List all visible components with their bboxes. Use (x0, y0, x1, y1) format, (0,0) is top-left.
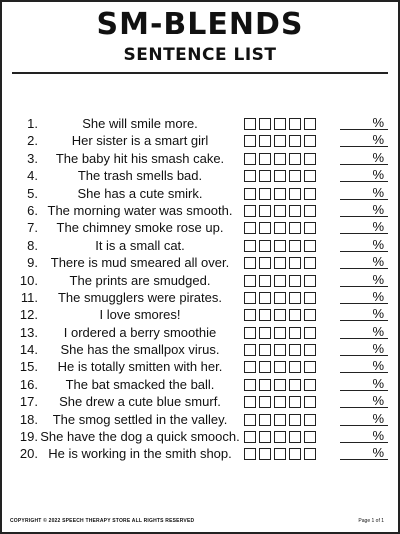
sentence-text: I ordered a berry smoothie (63, 324, 217, 340)
percent-score-field[interactable]: % (340, 115, 388, 130)
sentence-row (10, 237, 394, 254)
percent-score-field[interactable]: % (340, 237, 388, 252)
trial-checkbox[interactable] (274, 414, 286, 426)
trial-checkbox[interactable] (244, 188, 256, 200)
trial-checkbox[interactable] (304, 188, 316, 200)
trial-checkbox[interactable] (259, 205, 271, 217)
trial-checkbox[interactable] (289, 170, 301, 182)
trial-checkbox[interactable] (304, 275, 316, 287)
percent-score-field[interactable]: % (340, 306, 388, 321)
trial-checkbox[interactable] (289, 135, 301, 147)
trial-checkbox[interactable] (244, 170, 256, 182)
sentence-text: The baby hit his smash cake. (55, 150, 225, 166)
trial-checkbox[interactable] (244, 135, 256, 147)
trial-checkbox[interactable] (244, 257, 256, 269)
trial-checkbox[interactable] (289, 327, 301, 339)
trial-checkbox[interactable] (259, 379, 271, 391)
trial-checkbox[interactable] (259, 153, 271, 165)
trial-checkbox[interactable] (274, 431, 286, 443)
trial-checkbox[interactable] (304, 344, 316, 356)
trial-checkbox[interactable] (304, 396, 316, 408)
sentence-text: It is a small cat. (95, 237, 185, 253)
trial-checkbox[interactable] (244, 309, 256, 321)
trial-checkbox[interactable] (274, 118, 286, 130)
page-subtitle: SENTENCE LIST (123, 45, 277, 65)
trial-checkbox[interactable] (244, 205, 256, 217)
trial-checkbox[interactable] (289, 361, 301, 373)
sentence-number: 13. (19, 324, 38, 340)
trial-checkboxes (244, 240, 316, 252)
sentence-row (10, 254, 394, 271)
sentence-text: The trash smells bad. (77, 168, 203, 184)
trial-checkbox[interactable] (289, 118, 301, 130)
trial-checkbox[interactable] (259, 170, 271, 182)
trial-checkbox[interactable] (274, 135, 286, 147)
trial-checkboxes (244, 222, 316, 234)
trial-checkbox[interactable] (304, 361, 316, 373)
copyright-notice: COPYRIGHT © 2022 SPEECH THERAPY STORE ALL RIGHTS RESERVED (10, 518, 195, 524)
percent-score-field[interactable]: % (340, 358, 388, 373)
sentence-text: She drew a cute blue smurf. (59, 394, 221, 410)
trial-checkbox[interactable] (274, 396, 286, 408)
header-divider (12, 72, 388, 74)
sentence-list (10, 115, 394, 463)
sentence-row (10, 411, 394, 428)
sentence-number: 20. (19, 446, 38, 462)
trial-checkbox[interactable] (244, 379, 256, 391)
sentence-row (10, 341, 394, 358)
trial-checkbox[interactable] (304, 257, 316, 269)
trial-checkbox[interactable] (289, 257, 301, 269)
sentence-number: 15. (19, 359, 38, 375)
trial-checkbox[interactable] (304, 414, 316, 426)
trial-checkbox[interactable] (289, 222, 301, 234)
trial-checkboxes (244, 309, 316, 321)
trial-checkbox[interactable] (244, 396, 256, 408)
trial-checkbox[interactable] (289, 188, 301, 200)
sentence-text: The morning water was smooth. (47, 202, 233, 218)
trial-checkboxes (244, 170, 316, 182)
sentence-row (10, 393, 394, 410)
sentence-text: She have the dog a quick smooch. (40, 429, 240, 445)
trial-checkbox[interactable] (244, 361, 256, 373)
sentence-text: She has the smallpox virus. (60, 342, 220, 358)
sentence-row (10, 202, 394, 219)
sentence-number: 19. (19, 429, 38, 445)
trial-checkbox[interactable] (289, 205, 301, 217)
trial-checkbox[interactable] (304, 292, 316, 304)
trial-checkbox[interactable] (304, 170, 316, 182)
percent-score-field[interactable]: % (340, 132, 388, 147)
sentence-text: He is totally smitten with her. (57, 359, 223, 375)
trial-checkboxes (244, 153, 316, 165)
percent-score-field[interactable]: % (340, 428, 388, 443)
trial-checkbox[interactable] (244, 240, 256, 252)
sentence-row (10, 150, 394, 167)
trial-checkbox[interactable] (304, 118, 316, 130)
percent-score-field[interactable]: % (340, 150, 388, 165)
sentence-number: 5. (27, 185, 38, 201)
sentence-text: She has a cute smirk. (77, 185, 203, 201)
sentence-row (10, 445, 394, 462)
trial-checkbox[interactable] (274, 257, 286, 269)
trial-checkboxes (244, 448, 316, 460)
trial-checkboxes (244, 361, 316, 373)
trial-checkbox[interactable] (274, 327, 286, 339)
trial-checkbox[interactable] (304, 153, 316, 165)
trial-checkbox[interactable] (304, 431, 316, 443)
trial-checkboxes (244, 292, 316, 304)
trial-checkbox[interactable] (274, 153, 286, 165)
trial-checkbox[interactable] (289, 379, 301, 391)
trial-checkboxes (244, 379, 316, 391)
sentence-number: 2. (27, 133, 38, 149)
percent-score-field[interactable]: % (340, 254, 388, 269)
percent-score-field[interactable]: % (340, 289, 388, 304)
sentence-number: 3. (27, 150, 38, 166)
trial-checkbox[interactable] (274, 448, 286, 460)
percent-score-field[interactable]: % (340, 393, 388, 408)
sentence-number: 12. (19, 307, 38, 323)
percent-score-field[interactable]: % (340, 272, 388, 287)
trial-checkbox[interactable] (259, 344, 271, 356)
trial-checkbox[interactable] (259, 309, 271, 321)
trial-checkbox[interactable] (274, 379, 286, 391)
sentence-row (10, 324, 394, 341)
trial-checkbox[interactable] (274, 240, 286, 252)
sentence-row (10, 289, 394, 306)
sentence-number: 6. (27, 202, 38, 218)
sentence-text: The smog settled in the valley. (52, 411, 228, 427)
percent-score-field[interactable]: % (340, 341, 388, 356)
trial-checkbox[interactable] (244, 275, 256, 287)
trial-checkbox[interactable] (304, 327, 316, 339)
page-title: SM-BLENDS (96, 7, 304, 42)
page-number: Page 1 of 1 (358, 518, 384, 524)
sentence-text: There is mud smeared all over. (50, 255, 230, 271)
sentence-number: 8. (27, 237, 38, 253)
trial-checkboxes (244, 257, 316, 269)
trial-checkbox[interactable] (259, 361, 271, 373)
trial-checkbox[interactable] (259, 327, 271, 339)
trial-checkbox[interactable] (244, 118, 256, 130)
trial-checkbox[interactable] (244, 414, 256, 426)
trial-checkbox[interactable] (289, 431, 301, 443)
sentence-number: 1. (27, 116, 38, 131)
trial-checkbox[interactable] (289, 275, 301, 287)
trial-checkbox[interactable] (244, 431, 256, 443)
trial-checkbox[interactable] (274, 205, 286, 217)
trial-checkbox[interactable] (259, 118, 271, 130)
trial-checkbox[interactable] (274, 292, 286, 304)
trial-checkbox[interactable] (304, 205, 316, 217)
sentence-text: He is working in the smith shop. (48, 446, 232, 462)
trial-checkbox[interactable] (244, 327, 256, 339)
trial-checkboxes (244, 205, 316, 217)
trial-checkboxes (244, 344, 316, 356)
trial-checkbox[interactable] (244, 448, 256, 460)
trial-checkbox[interactable] (259, 135, 271, 147)
trial-checkbox[interactable] (259, 240, 271, 252)
percent-score-field[interactable]: % (340, 167, 388, 182)
trial-checkbox[interactable] (304, 222, 316, 234)
trial-checkbox[interactable] (259, 431, 271, 443)
trial-checkbox[interactable] (274, 275, 286, 287)
trial-checkbox[interactable] (274, 309, 286, 321)
sentence-text: Her sister is a smart girl (71, 133, 209, 149)
trial-checkboxes (244, 327, 316, 339)
trial-checkbox[interactable] (289, 292, 301, 304)
sentence-number: 4. (27, 168, 38, 184)
trial-checkbox[interactable] (274, 170, 286, 182)
trial-checkbox[interactable] (259, 448, 271, 460)
trial-checkbox[interactable] (259, 222, 271, 234)
trial-checkbox[interactable] (289, 448, 301, 460)
trial-checkboxes (244, 118, 316, 130)
sentence-number: 9. (27, 255, 38, 271)
sentence-row (10, 185, 394, 202)
trial-checkbox[interactable] (259, 396, 271, 408)
trial-checkbox[interactable] (274, 222, 286, 234)
trial-checkbox[interactable] (259, 292, 271, 304)
trial-checkbox[interactable] (274, 188, 286, 200)
trial-checkboxes (244, 135, 316, 147)
percent-score-field[interactable]: % (340, 324, 388, 339)
sentence-number: 14. (19, 342, 38, 358)
trial-checkbox[interactable] (304, 379, 316, 391)
sentence-number: 16. (19, 376, 38, 392)
sentence-row (10, 306, 394, 323)
sentence-number: 11. (20, 289, 38, 305)
trial-checkboxes (244, 188, 316, 200)
sentence-text: The chimney smoke rose up. (56, 220, 224, 236)
trial-checkbox[interactable] (244, 222, 256, 234)
trial-checkbox[interactable] (289, 414, 301, 426)
percent-score-field[interactable]: % (340, 411, 388, 426)
trial-checkbox[interactable] (244, 344, 256, 356)
trial-checkboxes (244, 275, 316, 287)
trial-checkbox[interactable] (259, 257, 271, 269)
sentence-text: The bat smacked the ball. (65, 376, 215, 392)
percent-score-field[interactable]: % (340, 376, 388, 391)
sentence-row (10, 167, 394, 184)
trial-checkboxes (244, 431, 316, 443)
trial-checkbox[interactable] (289, 309, 301, 321)
sentence-row (10, 272, 394, 289)
sentence-row (10, 219, 394, 236)
percent-score-field[interactable]: % (340, 445, 388, 460)
sentence-text: The prints are smudged. (69, 272, 211, 288)
sentence-row (10, 358, 394, 375)
trial-checkboxes (244, 396, 316, 408)
sentence-number: 18. (19, 411, 38, 427)
trial-checkbox[interactable] (274, 361, 286, 373)
trial-checkbox[interactable] (304, 240, 316, 252)
percent-score-field[interactable]: % (340, 185, 388, 200)
trial-checkbox[interactable] (304, 309, 316, 321)
trial-checkbox[interactable] (244, 292, 256, 304)
trial-checkboxes (244, 414, 316, 426)
sentence-number: 7. (27, 220, 38, 236)
sentence-number: 17. (19, 394, 38, 410)
trial-checkbox[interactable] (274, 344, 286, 356)
sentence-text: She will smile more. (82, 116, 198, 131)
percent-score-field[interactable]: % (340, 202, 388, 217)
trial-checkbox[interactable] (244, 153, 256, 165)
sentence-row (10, 428, 394, 445)
sentence-row (10, 115, 394, 132)
trial-checkbox[interactable] (289, 396, 301, 408)
trial-checkbox[interactable] (259, 414, 271, 426)
trial-checkbox[interactable] (289, 240, 301, 252)
sentence-text: I love smores! (99, 307, 181, 323)
trial-checkbox[interactable] (289, 153, 301, 165)
sentence-row (10, 376, 394, 393)
trial-checkbox[interactable] (259, 188, 271, 200)
sentence-text: The smugglers were pirates. (57, 289, 222, 305)
trial-checkbox[interactable] (304, 448, 316, 460)
trial-checkbox[interactable] (289, 344, 301, 356)
trial-checkbox[interactable] (259, 275, 271, 287)
sentence-number: 10. (19, 272, 38, 288)
sentence-row (10, 132, 394, 149)
trial-checkbox[interactable] (304, 135, 316, 147)
percent-score-field[interactable]: % (340, 219, 388, 234)
